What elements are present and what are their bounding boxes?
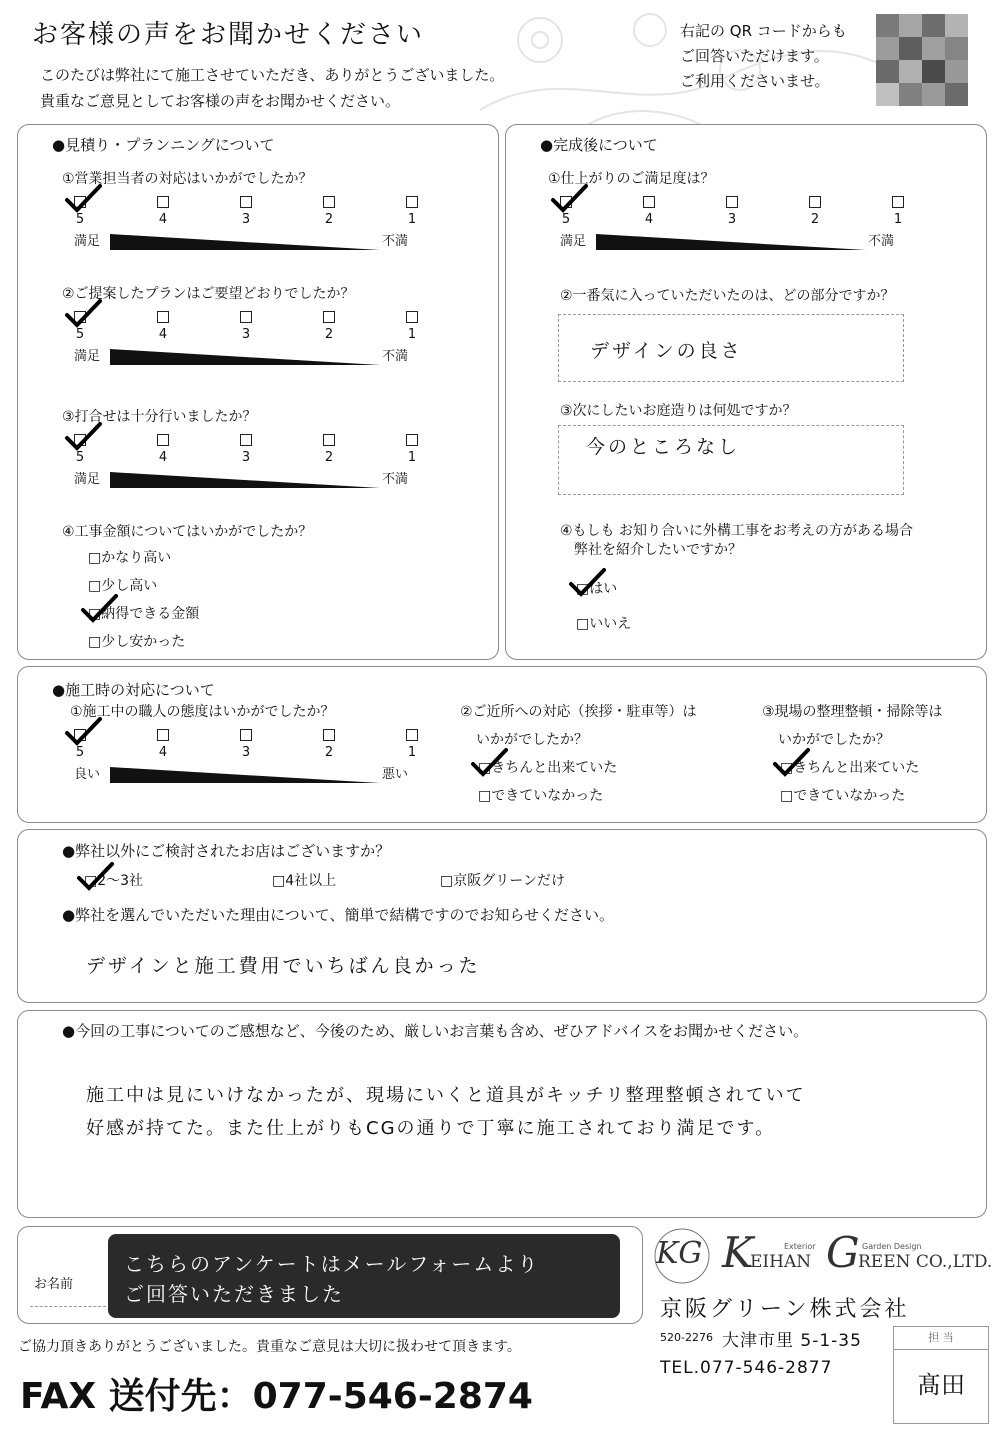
rating-number: 2 <box>324 450 334 465</box>
checkmark-icon <box>550 184 590 214</box>
option-label[interactable]: □かなり高い <box>88 550 172 566</box>
scale-left-label: 満足 <box>74 472 101 487</box>
qr-text: ご回答いただけます。 <box>680 47 829 65</box>
section-heading: ●見積り・プランニングについて <box>52 136 275 154</box>
scale-left-label: 満足 <box>74 234 101 249</box>
notice-text: こちらのアンケートはメールフォームより <box>124 1252 540 1276</box>
question-label: ①仕上がりのご満足度は？ <box>548 171 715 187</box>
rating-number: 3 <box>241 212 251 227</box>
handwritten-answer: 今のところなし <box>586 436 741 458</box>
rating-number: 4 <box>644 212 654 227</box>
rating-number: 1 <box>407 327 417 342</box>
rating-construction-q1 <box>62 703 462 783</box>
scale-right-label: 不満 <box>382 349 409 364</box>
scale-wedge <box>110 767 380 783</box>
logo-k: K <box>722 1228 754 1277</box>
qr-code[interactable] <box>876 14 968 106</box>
rating-number: 2 <box>324 327 334 342</box>
staff-label: 担 当 <box>894 1327 988 1350</box>
rating-checkbox[interactable] <box>240 434 252 446</box>
notice-text: ご回答いただきました <box>124 1282 344 1306</box>
scale-wedge <box>110 472 380 488</box>
question-label: ②ご近所への対応（挨拶・駐車等）は <box>460 704 697 720</box>
scale-left-label: 良い <box>74 767 101 782</box>
checkmark-icon <box>772 748 812 778</box>
rating-number: 1 <box>407 212 417 227</box>
rating-q2 <box>62 285 462 365</box>
question-label: ④工事金額についてはいかがでしたか？ <box>62 524 313 540</box>
question-label: ①施工中の職人の態度はいかがでしたか？ <box>70 704 335 720</box>
question-label: ●今回の工事についてのご感想など、今後のため、厳しいお言葉も含め、ぜひアドバイスをお聞かせください。 <box>62 1022 809 1040</box>
option-label[interactable]: □京阪グリーンだけ <box>440 873 565 889</box>
rating-checkbox[interactable] <box>157 196 169 208</box>
rating-checkbox[interactable] <box>323 729 335 741</box>
company-tel: TEL.077-546-2877 <box>660 1358 833 1378</box>
option-label[interactable]: □はい <box>576 581 618 597</box>
logo-small-text: Exterior <box>784 1242 816 1251</box>
fax-number: FAX 送付先：077-546-2874 <box>20 1376 533 1417</box>
rating-completion-q1 <box>548 170 948 250</box>
company-name: 京阪グリーン株式会社 <box>660 1297 910 1322</box>
rating-number: 5 <box>75 212 85 227</box>
question-label: ②ご提案したプランはご要望どおりでしたか？ <box>62 286 355 302</box>
checkmark-icon <box>64 184 104 214</box>
checkmark-icon <box>470 748 510 778</box>
question-label: ●弊社を選んでいただいた理由について、簡単で結構ですのでお知らせください。 <box>62 906 615 924</box>
rating-number: 5 <box>561 212 571 227</box>
option-label[interactable]: □できていなかった <box>780 788 906 804</box>
rating-q1 <box>62 170 462 250</box>
option-label[interactable]: □2～3社 <box>84 873 144 889</box>
rating-checkbox[interactable] <box>323 434 335 446</box>
rating-number: 3 <box>241 745 251 760</box>
qr-text: ご利用くださいませ。 <box>680 72 830 90</box>
rating-checkbox[interactable] <box>726 196 738 208</box>
intro-text: 貴重なご意見としてお客様の声をお聞かせください。 <box>40 92 401 110</box>
rating-number: 3 <box>727 212 737 227</box>
scale-right-label: 悪い <box>382 767 409 782</box>
mail-form-notice <box>108 1234 620 1318</box>
staff-name: 髙田 <box>917 1371 965 1399</box>
rating-q3 <box>62 408 462 488</box>
name-label: お名前 <box>34 1277 74 1292</box>
question-label: ①営業担当者の対応はいかがでしたか？ <box>62 171 313 187</box>
rating-number: 5 <box>75 327 85 342</box>
rating-number: 2 <box>324 745 334 760</box>
rating-number: 4 <box>158 327 168 342</box>
rating-checkbox[interactable] <box>323 196 335 208</box>
handwritten-answer: デザインと施工費用でいちばん良かった <box>86 955 481 977</box>
rating-number: 4 <box>158 212 168 227</box>
checkmark-icon <box>80 594 120 624</box>
question-label: ③次にしたいお庭造りは何処ですか？ <box>560 403 797 419</box>
checkmark-icon <box>64 717 104 747</box>
rating-checkbox[interactable] <box>406 729 418 741</box>
rating-checkbox[interactable] <box>157 729 169 741</box>
rating-checkbox[interactable] <box>892 196 904 208</box>
rating-number: 1 <box>893 212 903 227</box>
rating-checkbox[interactable] <box>240 196 252 208</box>
rating-number: 1 <box>407 450 417 465</box>
rating-number: 2 <box>810 212 820 227</box>
rating-number: 3 <box>241 450 251 465</box>
qr-text: 右記の QR コードからも <box>680 22 847 40</box>
scale-wedge <box>596 234 866 250</box>
checkmark-icon <box>568 568 608 598</box>
company-logo-mark <box>652 1226 712 1286</box>
logo-mark-text: KG <box>656 1236 703 1271</box>
scale-wedge <box>110 234 380 250</box>
question-label: ③打合せは十分行いましたか？ <box>62 409 257 425</box>
rating-checkbox[interactable] <box>157 434 169 446</box>
scale-right-label: 不満 <box>868 234 895 249</box>
scale-right-label: 不満 <box>382 472 409 487</box>
staff-box <box>893 1326 989 1424</box>
name-field[interactable] <box>30 1306 106 1307</box>
option-label[interactable]: □きちんと出来ていた <box>478 760 618 776</box>
option-label[interactable]: □少し安かった <box>88 634 186 650</box>
checkmark-icon <box>64 422 104 452</box>
option-label[interactable]: □できていなかった <box>478 788 604 804</box>
rating-checkbox[interactable] <box>406 434 418 446</box>
rating-checkbox[interactable] <box>643 196 655 208</box>
question-label: ●弊社以外にご検討されたお店はございますか？ <box>62 842 391 860</box>
postal-code: 520-2276 <box>660 1331 713 1344</box>
scale-right-label: 不満 <box>382 234 409 249</box>
option-label[interactable]: □納得できる金額 <box>88 606 200 622</box>
handwritten-answer: 施工中は見にいけなかったが、現場にいくと道具がキッチリ整理整頓されていて <box>86 1085 806 1106</box>
rating-number: 1 <box>407 745 417 760</box>
section-heading: ●完成後について <box>540 136 658 154</box>
question-label: ④もしも お知り合いに外構工事をお考えの方がある場合 <box>560 523 913 539</box>
logo-text: REEN CO.,LTD. <box>858 1252 993 1272</box>
question-label: ③現場の整理整頓・掃除等は <box>762 704 943 720</box>
handwritten-answer: 好感が持てた。また仕上がりもCGの通りで丁寧に施工されており満足です。 <box>86 1118 776 1139</box>
logo-small-text: Garden Design <box>862 1242 922 1251</box>
rating-checkbox[interactable] <box>240 729 252 741</box>
scale-wedge <box>110 349 380 365</box>
question-label: いかがでしたか？ <box>476 732 588 748</box>
scale-left-label: 満足 <box>560 234 587 249</box>
question-label: いかがでしたか？ <box>778 732 890 748</box>
section-heading: ●施工時の対応について <box>52 681 215 699</box>
rating-number: 5 <box>75 745 85 760</box>
rating-checkbox[interactable] <box>157 311 169 323</box>
rating-number: 4 <box>158 450 168 465</box>
intro-text: このたびは弊社にて施工させていただき、ありがとうございました。 <box>40 66 505 84</box>
company-address: 大津市里 5-1-35 <box>722 1331 862 1351</box>
option-label[interactable]: □4社以上 <box>272 873 337 889</box>
checkmark-icon <box>76 862 116 892</box>
rating-number: 3 <box>241 327 251 342</box>
page-title: お客様の声をお聞かせください <box>32 20 425 50</box>
scale-left-label: 満足 <box>74 349 101 364</box>
logo-text: EIHAN <box>750 1252 812 1272</box>
checkmark-icon <box>64 299 104 329</box>
option-label[interactable]: □少し高い <box>88 578 158 594</box>
rating-checkbox[interactable] <box>240 311 252 323</box>
logo-g: G <box>826 1228 860 1277</box>
question-label: 弊社を紹介したいですか？ <box>574 542 742 558</box>
option-label[interactable]: □きちんと出来ていた <box>780 760 920 776</box>
rating-number: 2 <box>324 212 334 227</box>
thanks-text: ご協力頂きありがとうございました。貴重なご意見は大切に扱わせて頂きます。 <box>18 1339 521 1355</box>
floral-decoration <box>480 0 920 140</box>
rating-number: 5 <box>75 450 85 465</box>
rating-number: 4 <box>158 745 168 760</box>
rating-checkbox[interactable] <box>323 311 335 323</box>
option-label[interactable]: □いいえ <box>576 616 632 632</box>
question-label: ②一番気に入っていただいたのは、どの部分ですか？ <box>560 288 895 304</box>
rating-checkbox[interactable] <box>809 196 821 208</box>
handwritten-answer: デザインの良さ <box>590 340 743 362</box>
rating-checkbox[interactable] <box>406 311 418 323</box>
rating-checkbox[interactable] <box>406 196 418 208</box>
